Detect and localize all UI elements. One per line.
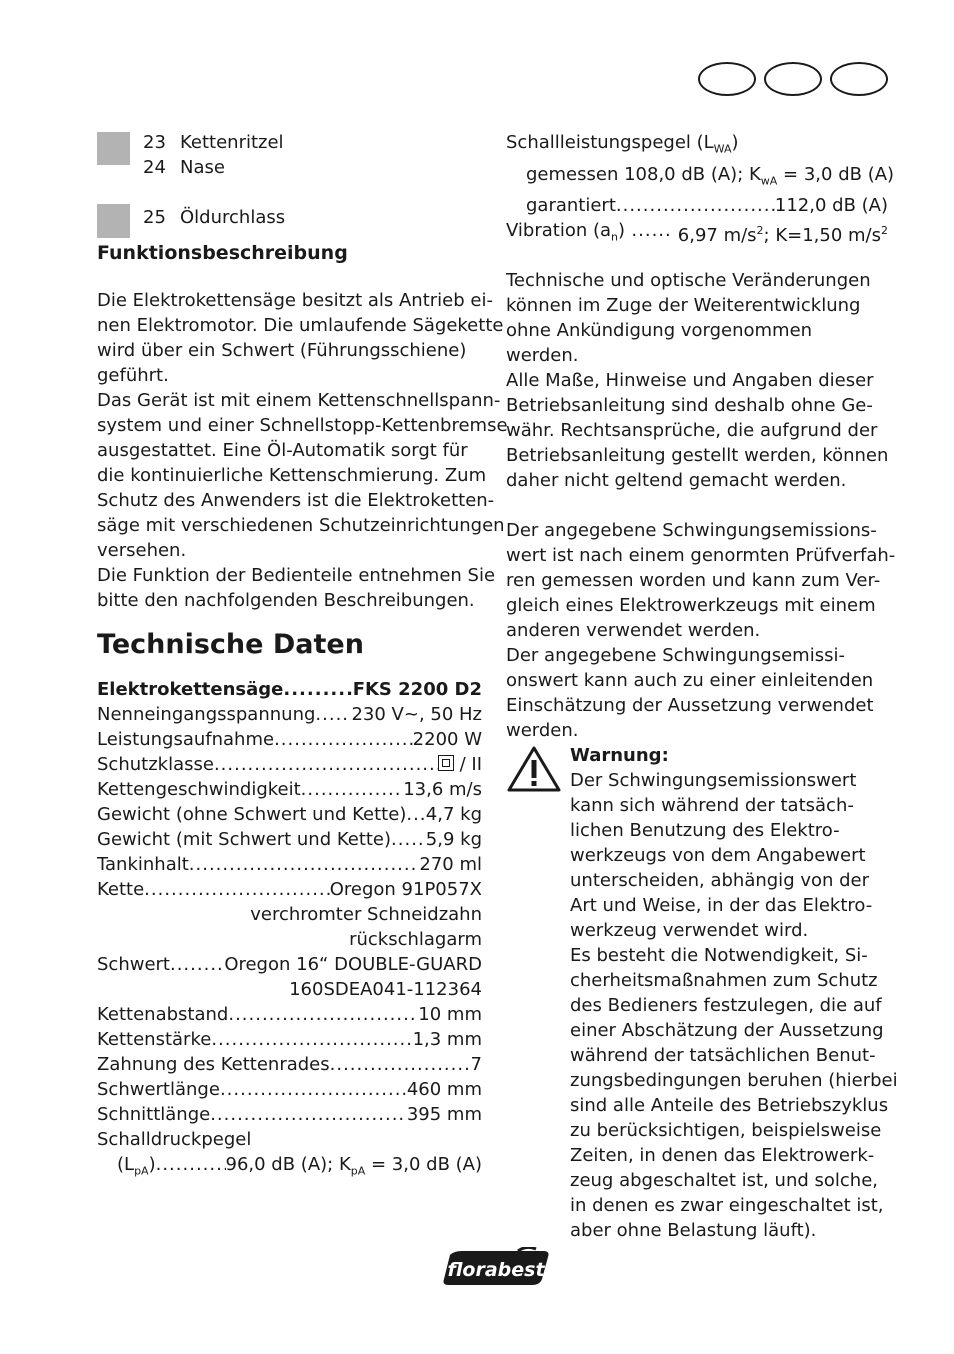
text-line: onswert kann auch zu einer einleitenden: [506, 670, 874, 692]
warning-title: Warnung:: [570, 745, 669, 767]
bar-extra-line: 160SDEA041-112364: [289, 979, 482, 1000]
tech-data-row: Gewicht (mit Schwert und Kette) ..... 5,9 kg: [97, 827, 482, 852]
text-line: Die Funktion der Bedienteile entnehmen Sie: [97, 565, 496, 586]
functional-description-heading: Funktionsbeschreibung: [97, 242, 348, 264]
text-line: Der angegebene Schwingungsemissi-: [506, 645, 845, 667]
chain-extra-line: rückschlagarm: [349, 929, 482, 950]
text-line: Die Elektrokettensäge besitzt als Antrieb ei-: [97, 290, 493, 311]
parts-list-item: [97, 155, 482, 180]
text-line: können im Zuge der Weiterentwicklung: [506, 295, 861, 317]
vibration-row: Vibration $(a_n)$ ..... 6,97 $m/s^2$; K=1,50 $m/s^2$: [506, 218, 888, 243]
text-line: Einschätzung der Aussetzung verwendet: [506, 695, 874, 717]
text-line: werkzeugs von dem Angabewert: [570, 845, 866, 867]
text-line: säge mit verschiedenen Schutzeinrichtungen: [97, 515, 505, 536]
text-line: in denen es zwar eingeschaltet ist,: [570, 1195, 884, 1217]
vibration-note: [506, 518, 896, 743]
text-line: system und einer Schnellstopp-Kettenbremse: [97, 415, 508, 436]
tech-data-row: Kettengeschwindigkeit ..... 13,6 m/s: [97, 777, 482, 802]
warning-block: [506, 743, 898, 1243]
tech-data-row: Schwert ..... Oregon 16“ DOUBLE-GUARD: [97, 952, 482, 977]
text-line: werden.: [506, 720, 579, 742]
svg-text:florabest: florabest: [447, 1259, 545, 1281]
text-line: zeug abgeschaltet ist, und solche,: [570, 1170, 878, 1192]
tech-data-row: Schwertlänge ..... 460 mm: [97, 1077, 482, 1102]
text-line: ren gemessen worden und kann zum Ver-: [506, 570, 881, 592]
protection-class-ii-icon: [438, 755, 454, 771]
text-line: versehen.: [97, 540, 187, 561]
text-line: aber ohne Belastung läuft).: [570, 1220, 817, 1242]
text-line: daher nicht geltend gemacht werden.: [506, 470, 847, 492]
text-line: zungsbedingungen beruhen (hierbei: [570, 1070, 898, 1092]
tech-data-row: Tankinhalt ..... 270 ml: [97, 852, 482, 877]
text-line: werden.: [506, 345, 579, 367]
text-line: währ. Rechtsansprüche, die aufgrund der: [506, 420, 878, 442]
text-line: nen Elektromotor. Die umlaufende Sägekette: [97, 315, 504, 336]
part-label: Nase: [180, 157, 225, 178]
text-line: des Bedieners festzulegen, die auf: [570, 995, 882, 1017]
right-column: [506, 130, 898, 1243]
sound-power-measured: gemessen 108,0 dB (A); $K_{wA} = 3,0$ dB (A): [526, 163, 895, 188]
text-line: Das Gerät ist mit einem Kettenschnellspann-: [97, 390, 501, 411]
tech-data-model-row: Elektrokettensäge ..... FKS 2200 D2: [97, 677, 482, 702]
sound-power-guaranteed: garantiert ..... 112,0 dB (A): [506, 193, 888, 218]
part-label: Kettenritzel: [180, 132, 284, 153]
functional-description-text: [97, 288, 508, 613]
text-line: Es besteht die Notwendigkeit, Si-: [570, 945, 868, 967]
parts-list-item: [97, 130, 482, 155]
text-line: Zeiten, in denen das Elektrowerk-: [570, 1145, 875, 1167]
language-oval-3: [830, 62, 888, 96]
florabest-logo: [440, 1247, 552, 1287]
language-oval-2: [764, 62, 822, 96]
tech-data-row: Kettenabstand ..... 10 mm: [97, 1002, 482, 1027]
text-line: werkzeug verwendet wird.: [570, 920, 809, 942]
text-line: Art und Weise, in der das Elektro-: [570, 895, 873, 917]
text-line: Alle Maße, Hinweise und Angaben dieser: [506, 370, 874, 392]
sound-pressure-label: Schalldruckpegel: [97, 1129, 252, 1150]
changes-note: [506, 268, 888, 493]
text-line: bitte den nachfolgenden Beschreibungen.: [97, 590, 475, 611]
part-number: 25: [143, 207, 166, 228]
text-line: anderen verwendet werden.: [506, 620, 761, 642]
language-oval-1: [698, 62, 756, 96]
tech-data-row: Gewicht (ohne Schwert und Kette) ..... 4,7 kg: [97, 802, 482, 827]
sound-pressure-row: $(L_{pA})$ ..... 96,0 dB (A); $K_{pA} = 3,0$ dB (A): [97, 1152, 482, 1177]
text-line: unterscheiden, abhängig von der: [570, 870, 870, 892]
left-column: [97, 130, 508, 1178]
text-line: wird über ein Schwert (Führungsschiene): [97, 340, 467, 361]
text-line: gleich eines Elektrowerkzeugs mit einem: [506, 595, 876, 617]
warning-triangle-icon: [506, 745, 562, 793]
part-number: 23: [143, 132, 166, 153]
parts-list-item: [97, 205, 482, 230]
text-line: während der tatsächlichen Benut-: [570, 1045, 876, 1067]
part-number: 24: [143, 157, 166, 178]
text-line: Der angegebene Schwingungsemissions-: [506, 520, 877, 542]
text-line: geführt.: [97, 365, 169, 386]
text-line: kann sich während der tatsäch-: [570, 795, 854, 817]
text-line: lichen Benutzung des Elektro-: [570, 820, 840, 842]
text-line: Der Schwingungsemissionswert: [570, 770, 857, 792]
sound-power-label: Schallleistungspegel $(L_{WA})$: [506, 132, 739, 156]
text-line: Schutz des Anwenders ist die Elektroketten-: [97, 490, 495, 511]
tech-data-row: Kettenstärke ..... 1,3 mm: [97, 1027, 482, 1052]
tech-data-row: Nenneingangsspannung ..... 230 V~, 50 Hz: [97, 702, 482, 727]
text-line: Technische und optische Veränderungen: [506, 270, 871, 292]
text-line: cherheitsmaßnahmen zum Schutz: [570, 970, 878, 992]
tech-data-row: Zahnung des Kettenrades ..... 7: [97, 1052, 482, 1077]
text-line: die kontinuierliche Kettenschmierung. Zum: [97, 465, 487, 486]
text-line: sind alle Anteile des Betriebszyklus: [570, 1095, 889, 1117]
tech-data-row: Kette ..... Oregon 91P057X: [97, 877, 482, 902]
text-line: ohne Ankündigung vorgenommen: [506, 320, 813, 342]
part-label: Öldurchlass: [180, 207, 286, 228]
text-line: zu berücksichtigen, beispielsweise: [570, 1120, 882, 1142]
chain-extra-line: verchromter Schneidzahn: [250, 904, 482, 925]
tech-data-row: Leistungsaufnahme ..... 2200 W: [97, 727, 482, 752]
text-line: einer Abschätzung der Aussetzung: [570, 1020, 884, 1042]
grey-marker: [97, 204, 130, 238]
text-line: Betriebsanleitung sind deshalb ohne Ge-: [506, 395, 873, 417]
text-line: wert ist nach einem genormten Prüfverfah-: [506, 545, 896, 567]
text-line: ausgestattet. Eine Öl-Automatik sorgt für: [97, 440, 468, 461]
tech-data-row: Schnittlänge ..... 395 mm: [97, 1102, 482, 1127]
tech-data-row: Schutzklasse ..... / II: [97, 752, 482, 777]
tech-data-heading: Technische Daten: [97, 629, 364, 660]
text-line: Betriebsanleitung gestellt werden, können: [506, 445, 889, 467]
